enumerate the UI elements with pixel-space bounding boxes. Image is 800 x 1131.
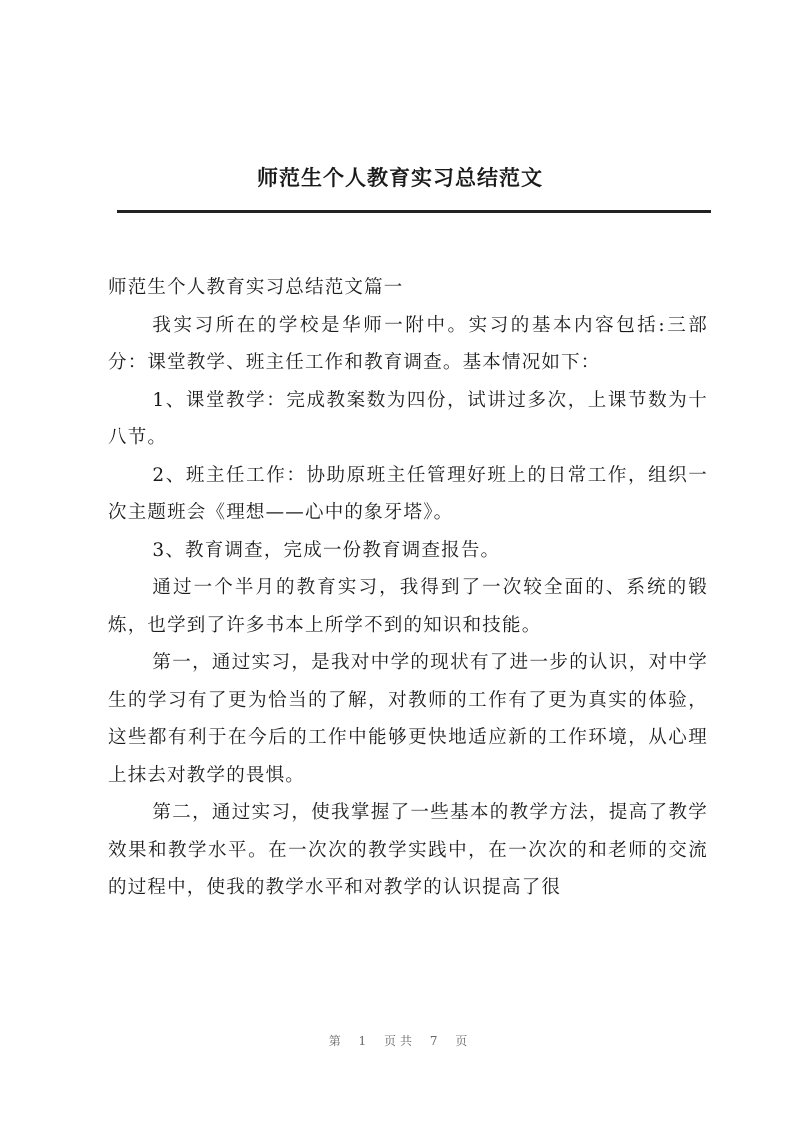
page-number-footer: 第 1 页共 7 页 [328, 1034, 472, 1048]
paragraph: 通过一个半月的教育实习，我得到了一次较全面的、系统的锻炼，也学到了许多书本上所学不到的知识和技能。 [108, 577, 708, 636]
paragraph: 第二，通过实习，使我掌握了一些基本的教学方法，提高了教学效果和教学水平。在一次次的教学实践中，在一次次的和老师的交流的过程中，使我的教学水平和对教学的认识提高了很 [108, 802, 708, 898]
paragraph: 我实习所在的学校是华师一附中。实习的基本内容包括:三部分：课堂教学、班主任工作和教育调查。基本情况如下： [108, 314, 708, 373]
paragraph: 3、教育调查，完成一份教育调查报告。 [152, 539, 501, 561]
paragraph: 1、课堂教学：完成教案数为四份，试讲过多次，上课节数为十八节。 [108, 389, 708, 448]
document-title: 师范生个人教育实习总结范文 [257, 165, 543, 190]
paragraph: 第一，通过实习，是我对中学的现状有了进一步的认识，对中学生的学习有了更为恰当的了解，对教师的工作有了更为真实的体验，这些都有利于在今后的工作中能够更快地适应新的工作环境，从心理上抹去对教学的畏惧。 [108, 652, 708, 786]
section-heading: 师范生个人教育实习总结范文篇一 [108, 277, 404, 298]
paragraph: 2、班主任工作：协助原班主任管理好班上的日常工作，组织一次主题班会《理想——心中的象牙塔》。 [108, 464, 708, 523]
title-underline [117, 210, 711, 213]
document-body [108, 269, 708, 907]
